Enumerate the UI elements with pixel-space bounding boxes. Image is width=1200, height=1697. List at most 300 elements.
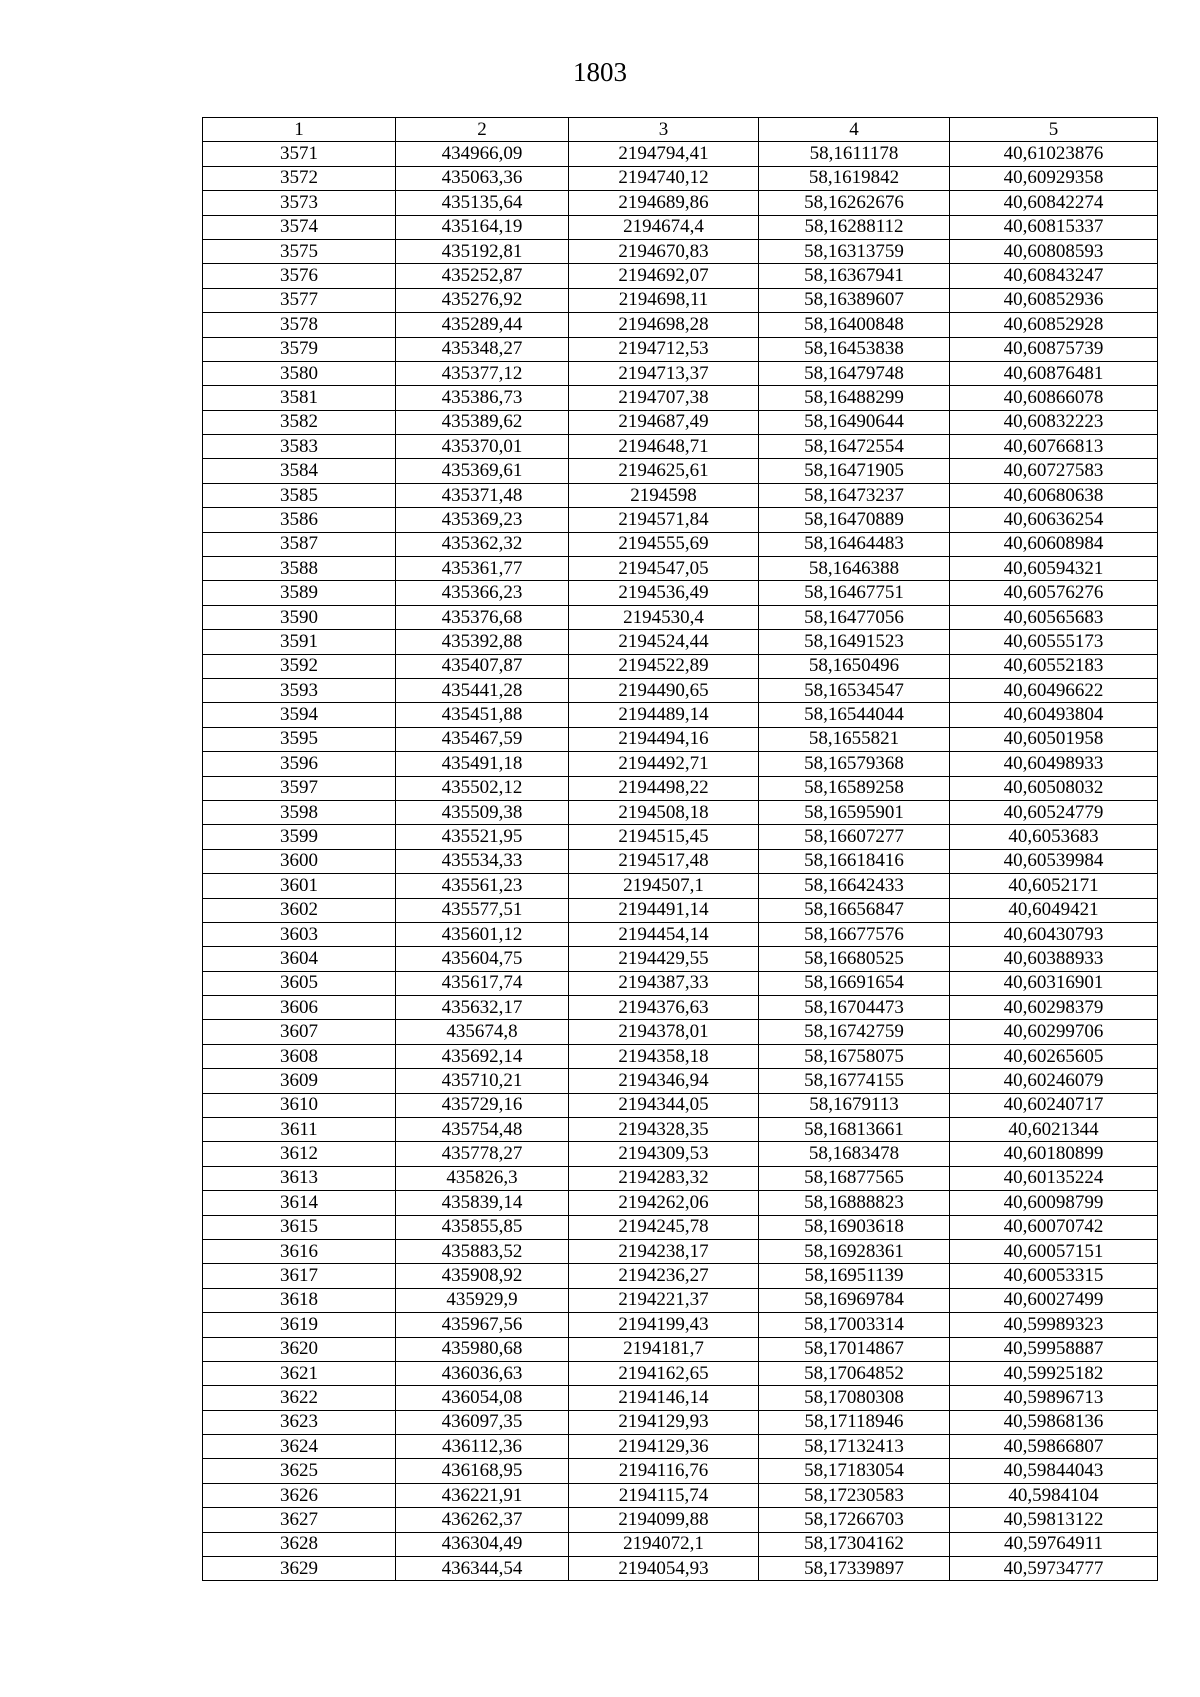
table-cell: 40,59813122 xyxy=(950,1508,1158,1532)
table-cell: 40,60876481 xyxy=(950,361,1158,385)
table-cell: 40,60053315 xyxy=(950,1264,1158,1288)
table-cell: 2194344,05 xyxy=(569,1093,759,1117)
table-row xyxy=(203,264,1158,288)
table-cell: 58,1619842 xyxy=(759,166,950,190)
table-cell: 3626 xyxy=(203,1483,396,1507)
table-row xyxy=(203,1093,1158,1117)
page-number: 1803 xyxy=(573,57,627,87)
table-cell: 2194181,7 xyxy=(569,1337,759,1361)
table-cell: 2194692,07 xyxy=(569,264,759,288)
table-cell: 2194712,53 xyxy=(569,337,759,361)
table-cell: 436054,08 xyxy=(396,1386,569,1410)
table-cell: 40,60265605 xyxy=(950,1044,1158,1068)
table-cell: 40,60565683 xyxy=(950,605,1158,629)
table-row xyxy=(203,996,1158,1020)
table-row xyxy=(203,727,1158,751)
table-cell: 40,59764911 xyxy=(950,1532,1158,1556)
table-row xyxy=(203,825,1158,849)
table-cell: 40,60594321 xyxy=(950,557,1158,581)
table-row xyxy=(203,288,1158,312)
table-cell: 435135,64 xyxy=(396,191,569,215)
table-cell: 2194238,17 xyxy=(569,1239,759,1263)
table-cell: 40,59896713 xyxy=(950,1386,1158,1410)
table-cell: 2194687,49 xyxy=(569,410,759,434)
table-row xyxy=(203,874,1158,898)
table-cell: 2194221,37 xyxy=(569,1288,759,1312)
table-cell: 58,1655821 xyxy=(759,727,950,751)
table-cell: 3598 xyxy=(203,800,396,824)
table-cell: 40,59925182 xyxy=(950,1361,1158,1385)
table-cell: 3589 xyxy=(203,581,396,605)
table-cell: 435929,9 xyxy=(396,1288,569,1312)
table-cell: 40,60180899 xyxy=(950,1142,1158,1166)
table-cell: 58,16877565 xyxy=(759,1166,950,1190)
table-cell: 40,60929358 xyxy=(950,166,1158,190)
table-cell: 2194536,49 xyxy=(569,581,759,605)
table-cell: 434966,09 xyxy=(396,142,569,166)
table-cell: 3582 xyxy=(203,410,396,434)
table-cell: 58,16479748 xyxy=(759,361,950,385)
table-row xyxy=(203,1532,1158,1556)
table-row xyxy=(203,1337,1158,1361)
table-cell: 58,1683478 xyxy=(759,1142,950,1166)
table-cell: 3601 xyxy=(203,874,396,898)
table-cell: 2194490,65 xyxy=(569,678,759,702)
table-cell: 40,60636254 xyxy=(950,508,1158,532)
table-cell: 2194358,18 xyxy=(569,1044,759,1068)
table-cell: 58,17132413 xyxy=(759,1435,950,1459)
table-cell: 2194146,14 xyxy=(569,1386,759,1410)
table-cell: 435164,19 xyxy=(396,215,569,239)
table-cell: 435361,77 xyxy=(396,557,569,581)
table-body xyxy=(203,142,1158,1581)
table-cell: 435376,68 xyxy=(396,605,569,629)
table-row xyxy=(203,459,1158,483)
table-cell: 40,60027499 xyxy=(950,1288,1158,1312)
table-row xyxy=(203,508,1158,532)
table-row xyxy=(203,239,1158,263)
table-cell: 40,6052171 xyxy=(950,874,1158,898)
table-cell: 435063,36 xyxy=(396,166,569,190)
table-cell: 40,60057151 xyxy=(950,1239,1158,1263)
table-cell: 58,16477056 xyxy=(759,605,950,629)
table-cell: 2194713,37 xyxy=(569,361,759,385)
table-cell: 435855,85 xyxy=(396,1215,569,1239)
table-cell: 2194492,71 xyxy=(569,752,759,776)
table-cell: 2194387,33 xyxy=(569,971,759,995)
table-cell: 3577 xyxy=(203,288,396,312)
table-cell: 58,16488299 xyxy=(759,386,950,410)
table-cell: 2194648,71 xyxy=(569,435,759,459)
table-cell: 3590 xyxy=(203,605,396,629)
table-cell: 3620 xyxy=(203,1337,396,1361)
table-cell: 40,60852928 xyxy=(950,313,1158,337)
table-cell: 436097,35 xyxy=(396,1410,569,1434)
table-cell: 40,60843247 xyxy=(950,264,1158,288)
table-cell: 435369,61 xyxy=(396,459,569,483)
table-cell: 40,60246079 xyxy=(950,1069,1158,1093)
table-cell: 3575 xyxy=(203,239,396,263)
table-cell: 40,60866078 xyxy=(950,386,1158,410)
table-row xyxy=(203,1361,1158,1385)
table-cell: 58,16607277 xyxy=(759,825,950,849)
table-cell: 2194698,11 xyxy=(569,288,759,312)
table-cell: 435370,01 xyxy=(396,435,569,459)
table-cell: 58,16579368 xyxy=(759,752,950,776)
table-cell: 2194328,35 xyxy=(569,1118,759,1142)
table-row xyxy=(203,1410,1158,1434)
table-cell: 58,16928361 xyxy=(759,1239,950,1263)
table-cell: 58,16288112 xyxy=(759,215,950,239)
table-row xyxy=(203,703,1158,727)
table-cell: 2194522,89 xyxy=(569,654,759,678)
table-cell: 2194245,78 xyxy=(569,1215,759,1239)
table-cell: 40,60316901 xyxy=(950,971,1158,995)
table-cell: 40,60539984 xyxy=(950,849,1158,873)
table-row xyxy=(203,849,1158,873)
table-cell: 2194378,01 xyxy=(569,1020,759,1044)
table-cell: 435441,28 xyxy=(396,678,569,702)
table-row xyxy=(203,142,1158,166)
table-cell: 2194283,32 xyxy=(569,1166,759,1190)
table-cell: 40,60496622 xyxy=(950,678,1158,702)
table-cell: 3622 xyxy=(203,1386,396,1410)
table-cell: 58,16888823 xyxy=(759,1191,950,1215)
table-cell: 40,60098799 xyxy=(950,1191,1158,1215)
column-header: 4 xyxy=(759,118,950,142)
table-cell: 435601,12 xyxy=(396,922,569,946)
table-cell: 435577,51 xyxy=(396,898,569,922)
table-row xyxy=(203,654,1158,678)
table-cell: 58,16400848 xyxy=(759,313,950,337)
table-cell: 3621 xyxy=(203,1361,396,1385)
table-cell: 40,60832223 xyxy=(950,410,1158,434)
table-cell: 2194689,86 xyxy=(569,191,759,215)
table-cell: 40,60815337 xyxy=(950,215,1158,239)
table-cell: 3579 xyxy=(203,337,396,361)
table-cell: 3607 xyxy=(203,1020,396,1044)
table-cell: 58,16471905 xyxy=(759,459,950,483)
table-cell: 3596 xyxy=(203,752,396,776)
table-cell: 40,60070742 xyxy=(950,1215,1158,1239)
table-cell: 3609 xyxy=(203,1069,396,1093)
table-cell: 435604,75 xyxy=(396,947,569,971)
table-cell: 435826,3 xyxy=(396,1166,569,1190)
table-cell: 436112,36 xyxy=(396,1435,569,1459)
table-row xyxy=(203,1142,1158,1166)
table-cell: 58,16813661 xyxy=(759,1118,950,1142)
table-cell: 435392,88 xyxy=(396,630,569,654)
table-cell: 40,6049421 xyxy=(950,898,1158,922)
table-cell: 435839,14 xyxy=(396,1191,569,1215)
table-cell: 3592 xyxy=(203,654,396,678)
table-cell: 3591 xyxy=(203,630,396,654)
table-cell: 58,16595901 xyxy=(759,800,950,824)
table-cell: 435389,62 xyxy=(396,410,569,434)
table-cell: 3614 xyxy=(203,1191,396,1215)
table-cell: 435692,14 xyxy=(396,1044,569,1068)
table-cell: 40,59734777 xyxy=(950,1557,1158,1581)
table-cell: 3624 xyxy=(203,1435,396,1459)
table-row xyxy=(203,800,1158,824)
table-cell: 435883,52 xyxy=(396,1239,569,1263)
table-cell: 2194530,4 xyxy=(569,605,759,629)
table-cell: 435617,74 xyxy=(396,971,569,995)
table-cell: 40,60576276 xyxy=(950,581,1158,605)
table-row xyxy=(203,1264,1158,1288)
table-cell: 58,16470889 xyxy=(759,508,950,532)
table-cell: 435502,12 xyxy=(396,776,569,800)
table-cell: 2194547,05 xyxy=(569,557,759,581)
table-cell: 2194489,14 xyxy=(569,703,759,727)
table-cell: 2194309,53 xyxy=(569,1142,759,1166)
table-row xyxy=(203,191,1158,215)
table-row xyxy=(203,1435,1158,1459)
table-cell: 435521,95 xyxy=(396,825,569,849)
table-cell: 3608 xyxy=(203,1044,396,1068)
table-cell: 58,16758075 xyxy=(759,1044,950,1068)
table-cell: 2194740,12 xyxy=(569,166,759,190)
table-cell: 3595 xyxy=(203,727,396,751)
table-cell: 2194376,63 xyxy=(569,996,759,1020)
table-cell: 2194571,84 xyxy=(569,508,759,532)
table-cell: 58,16704473 xyxy=(759,996,950,1020)
table-cell: 3603 xyxy=(203,922,396,946)
table-row xyxy=(203,1313,1158,1337)
table-cell: 58,16367941 xyxy=(759,264,950,288)
table-cell: 58,16491523 xyxy=(759,630,950,654)
table-cell: 3600 xyxy=(203,849,396,873)
table-row xyxy=(203,1020,1158,1044)
table-cell: 435377,12 xyxy=(396,361,569,385)
table-cell: 2194498,22 xyxy=(569,776,759,800)
table-cell: 3604 xyxy=(203,947,396,971)
table-cell: 435778,27 xyxy=(396,1142,569,1166)
table-cell: 435710,21 xyxy=(396,1069,569,1093)
table-cell: 2194707,38 xyxy=(569,386,759,410)
table-cell: 435362,32 xyxy=(396,532,569,556)
table-cell: 58,16544044 xyxy=(759,703,950,727)
table-cell: 2194236,27 xyxy=(569,1264,759,1288)
table-cell: 40,60501958 xyxy=(950,727,1158,751)
table-cell: 435729,16 xyxy=(396,1093,569,1117)
table-cell: 2194524,44 xyxy=(569,630,759,654)
table-cell: 58,16453838 xyxy=(759,337,950,361)
table-cell: 435369,23 xyxy=(396,508,569,532)
table-cell: 40,59844043 xyxy=(950,1459,1158,1483)
table-row xyxy=(203,483,1158,507)
table-cell: 58,16642433 xyxy=(759,874,950,898)
table-cell: 40,60430793 xyxy=(950,922,1158,946)
table-cell: 58,17304162 xyxy=(759,1532,950,1556)
table-cell: 58,17080308 xyxy=(759,1386,950,1410)
table-cell: 40,60524779 xyxy=(950,800,1158,824)
table-cell: 58,16969784 xyxy=(759,1288,950,1312)
table-row xyxy=(203,532,1158,556)
table-cell: 40,60135224 xyxy=(950,1166,1158,1190)
table-row xyxy=(203,313,1158,337)
table-cell: 436344,54 xyxy=(396,1557,569,1581)
table-cell: 2194674,4 xyxy=(569,215,759,239)
table-row xyxy=(203,678,1158,702)
table-cell: 2194054,93 xyxy=(569,1557,759,1581)
table-cell: 40,60875739 xyxy=(950,337,1158,361)
table-row xyxy=(203,922,1158,946)
table-cell: 3602 xyxy=(203,898,396,922)
table-row xyxy=(203,1483,1158,1507)
table-cell: 2194072,1 xyxy=(569,1532,759,1556)
table-cell: 3573 xyxy=(203,191,396,215)
table-cell: 435491,18 xyxy=(396,752,569,776)
table-cell: 3597 xyxy=(203,776,396,800)
table-cell: 435632,17 xyxy=(396,996,569,1020)
table-cell: 40,60766813 xyxy=(950,435,1158,459)
table-cell: 40,60552183 xyxy=(950,654,1158,678)
table-row xyxy=(203,1069,1158,1093)
table-cell: 40,60240717 xyxy=(950,1093,1158,1117)
table-row xyxy=(203,581,1158,605)
table-row xyxy=(203,337,1158,361)
table-cell: 2194199,43 xyxy=(569,1313,759,1337)
table-cell: 3605 xyxy=(203,971,396,995)
table-cell: 2194507,1 xyxy=(569,874,759,898)
table-cell: 3623 xyxy=(203,1410,396,1434)
table-row xyxy=(203,630,1158,654)
table-cell: 435467,59 xyxy=(396,727,569,751)
table-row xyxy=(203,1166,1158,1190)
table-cell: 2194129,93 xyxy=(569,1410,759,1434)
table-row xyxy=(203,1239,1158,1263)
table-row xyxy=(203,435,1158,459)
table-cell: 3571 xyxy=(203,142,396,166)
table-row xyxy=(203,1557,1158,1581)
table-cell: 3576 xyxy=(203,264,396,288)
table-cell: 58,16677576 xyxy=(759,922,950,946)
table-cell: 435534,33 xyxy=(396,849,569,873)
table-cell: 3581 xyxy=(203,386,396,410)
table-row xyxy=(203,386,1158,410)
table-cell: 3611 xyxy=(203,1118,396,1142)
table-row xyxy=(203,166,1158,190)
table-cell: 436036,63 xyxy=(396,1361,569,1385)
table-cell: 3625 xyxy=(203,1459,396,1483)
table-row xyxy=(203,752,1158,776)
table-cell: 435348,27 xyxy=(396,337,569,361)
table-cell: 58,1679113 xyxy=(759,1093,950,1117)
table-row xyxy=(203,1459,1158,1483)
table-cell: 40,60508032 xyxy=(950,776,1158,800)
table-cell: 2194625,61 xyxy=(569,459,759,483)
table-cell: 40,59868136 xyxy=(950,1410,1158,1434)
table-cell: 3572 xyxy=(203,166,396,190)
table-cell: 436304,49 xyxy=(396,1532,569,1556)
table-cell: 2194116,76 xyxy=(569,1459,759,1483)
table-cell: 435366,23 xyxy=(396,581,569,605)
table-cell: 40,60808593 xyxy=(950,239,1158,263)
table-cell: 3619 xyxy=(203,1313,396,1337)
table-cell: 58,17064852 xyxy=(759,1361,950,1385)
table-row xyxy=(203,971,1158,995)
table-cell: 435192,81 xyxy=(396,239,569,263)
table-cell: 435276,92 xyxy=(396,288,569,312)
table-cell: 58,16691654 xyxy=(759,971,950,995)
table-cell: 58,1650496 xyxy=(759,654,950,678)
coordinates-table xyxy=(202,117,1158,1581)
table-cell: 40,60842274 xyxy=(950,191,1158,215)
table-cell: 58,17230583 xyxy=(759,1483,950,1507)
table-cell: 436168,95 xyxy=(396,1459,569,1483)
table-cell: 40,60493804 xyxy=(950,703,1158,727)
table-cell: 40,60852936 xyxy=(950,288,1158,312)
header-row xyxy=(203,118,1158,142)
table-row xyxy=(203,1191,1158,1215)
table-cell: 58,16618416 xyxy=(759,849,950,873)
table-cell: 58,17183054 xyxy=(759,1459,950,1483)
table-cell: 3628 xyxy=(203,1532,396,1556)
table-cell: 2194115,74 xyxy=(569,1483,759,1507)
column-header: 5 xyxy=(950,118,1158,142)
table-row xyxy=(203,557,1158,581)
table-cell: 2194099,88 xyxy=(569,1508,759,1532)
table-cell: 58,16951139 xyxy=(759,1264,950,1288)
table-cell: 3615 xyxy=(203,1215,396,1239)
table-cell: 2194494,16 xyxy=(569,727,759,751)
table-cell: 40,60555173 xyxy=(950,630,1158,654)
table-cell: 3585 xyxy=(203,483,396,507)
table-cell: 3594 xyxy=(203,703,396,727)
table-cell: 436262,37 xyxy=(396,1508,569,1532)
table-cell: 3583 xyxy=(203,435,396,459)
table-cell: 40,5984104 xyxy=(950,1483,1158,1507)
table-cell: 40,60388933 xyxy=(950,947,1158,971)
table-cell: 435980,68 xyxy=(396,1337,569,1361)
table-cell: 40,6021344 xyxy=(950,1118,1158,1142)
table-cell: 58,17014867 xyxy=(759,1337,950,1361)
table-cell: 3588 xyxy=(203,557,396,581)
table-cell: 58,16313759 xyxy=(759,239,950,263)
table-cell: 58,16467751 xyxy=(759,581,950,605)
table-cell: 40,61023876 xyxy=(950,142,1158,166)
table-cell: 40,60680638 xyxy=(950,483,1158,507)
table-cell: 58,16903618 xyxy=(759,1215,950,1239)
table-cell: 435407,87 xyxy=(396,654,569,678)
table-row xyxy=(203,1288,1158,1312)
table-cell: 58,1611178 xyxy=(759,142,950,166)
table-cell: 2194429,55 xyxy=(569,947,759,971)
table-cell: 2194346,94 xyxy=(569,1069,759,1093)
table-cell: 2194598 xyxy=(569,483,759,507)
table-cell: 3616 xyxy=(203,1239,396,1263)
table-cell: 58,16680525 xyxy=(759,947,950,971)
table-row xyxy=(203,410,1158,434)
column-header: 1 xyxy=(203,118,396,142)
table-cell: 435386,73 xyxy=(396,386,569,410)
table-cell: 40,59866807 xyxy=(950,1435,1158,1459)
table-cell: 435289,44 xyxy=(396,313,569,337)
table-cell: 3613 xyxy=(203,1166,396,1190)
table-row xyxy=(203,776,1158,800)
table-cell: 40,60608984 xyxy=(950,532,1158,556)
column-header: 2 xyxy=(396,118,569,142)
table-cell: 435252,87 xyxy=(396,264,569,288)
table-row xyxy=(203,215,1158,239)
table-cell: 40,60298379 xyxy=(950,996,1158,1020)
table-cell: 58,16742759 xyxy=(759,1020,950,1044)
table-cell: 3627 xyxy=(203,1508,396,1532)
table-cell: 58,17003314 xyxy=(759,1313,950,1337)
table-cell: 3617 xyxy=(203,1264,396,1288)
table-cell: 435674,8 xyxy=(396,1020,569,1044)
